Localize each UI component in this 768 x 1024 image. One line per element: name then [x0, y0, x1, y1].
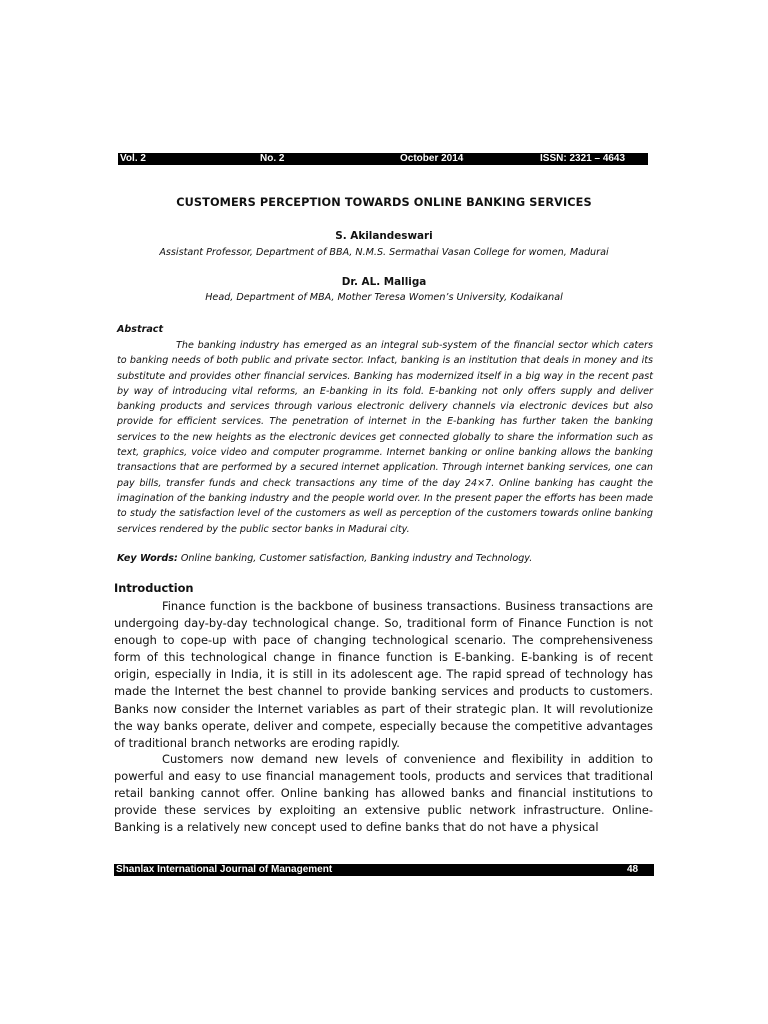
abstract-body: [117, 338, 653, 537]
author-affiliation-2: Head, Department of MBA, Mother Teresa Women’s University, Kodaikanal: [205, 292, 563, 303]
keywords-label: Key Words:: [117, 553, 178, 564]
running-header: [118, 153, 648, 165]
body-paragraph-2: [114, 751, 653, 836]
paper-title: CUSTOMERS PERCEPTION TOWARDS ONLINE BANKING SERVICES: [176, 196, 592, 209]
author-name-1: S. Akilandeswari: [335, 230, 433, 242]
author-affiliation-1: Assistant Professor, Department of BBA, N.M.S. Sermathai Vasan College for women, Madurai: [159, 247, 609, 258]
footer-journal-name: Shanlax International Journal of Management: [116, 864, 333, 875]
keywords-line: [117, 553, 653, 564]
body-paragraph-1: [114, 598, 653, 752]
running-footer: [114, 864, 654, 876]
header-issue-number: No. 2: [260, 153, 285, 164]
keywords-text: Online banking, Customer satisfaction, Banking industry and Technology.: [180, 553, 533, 564]
header-issn: ISSN: 2321 – 4643: [540, 153, 626, 164]
header-date: October 2014: [400, 153, 464, 164]
author-name-2: Dr. AL. Malliga: [341, 276, 427, 288]
paragraph-text: Finance function is the backbone of business transactions. Business transactions are undergoing day-by-day technological change. So, traditional form of Finance Function is not enough to cope-up with pace of changing technological scenario. The comprehensiveness form of this technological change in finance function is E-banking. E-banking is of recent origin, especially in India, it is still in its adolescent age. The rapid spread of technology has made the Internet the best channel to provide banking services and products to customers. Banks now consider the Internet variables as part of their strategic plan. It will revolutionize the way banks operate, deliver and compete, especially because the competitive advantages of traditional branch networks are eroding rapidly.: [114, 599, 653, 750]
abstract-heading: Abstract: [117, 324, 164, 335]
abstract-text: The banking industry has emerged as an integral sub-system of the financial sector which caters to banking needs of both public and private sector. Infact, banking is an institution that deals in money and its substitute and provides other financial services. Banking has modernized itself in a big way in the recent past by way of introducing vital reforms, an E-banking in its fold. E-banking not only offers supply and deliver banking products and services through various electronic delivery channels via electronic devices but also provide for efficient services. The penetration of internet in the E-banking has further taken the banking services to the new heights as the electronic devices get connected globally to share the information such as text, graphics, voice video and computer programme. Internet banking or online banking allows the banking transactions that are performed by a secured internet application. Through internet banking services, one can pay bills, transfer funds and check transactions any time of the day 24×7. Online banking has caught the imagination of the banking industry and the people world over. In the present paper the efforts has been made to study the satisfaction level of the customers as well as perception of the customers towards online banking services rendered by the public sector banks in Madurai city.: [117, 340, 653, 535]
section-heading-introduction: Introduction: [114, 581, 194, 595]
header-volume: Vol. 2: [120, 153, 146, 164]
paragraph-text: Customers now demand new levels of convenience and flexibility in addition to powerful and easy to use financial management tools, products and services that traditional retail banking cannot offer. Online banking has allowed banks and financial institutions to provide these services by exploiting an extensive public network infrastructure. Online-Banking is a relatively new concept used to define banks that do not have a physical: [114, 752, 653, 835]
footer-page-number: 48: [627, 864, 639, 875]
